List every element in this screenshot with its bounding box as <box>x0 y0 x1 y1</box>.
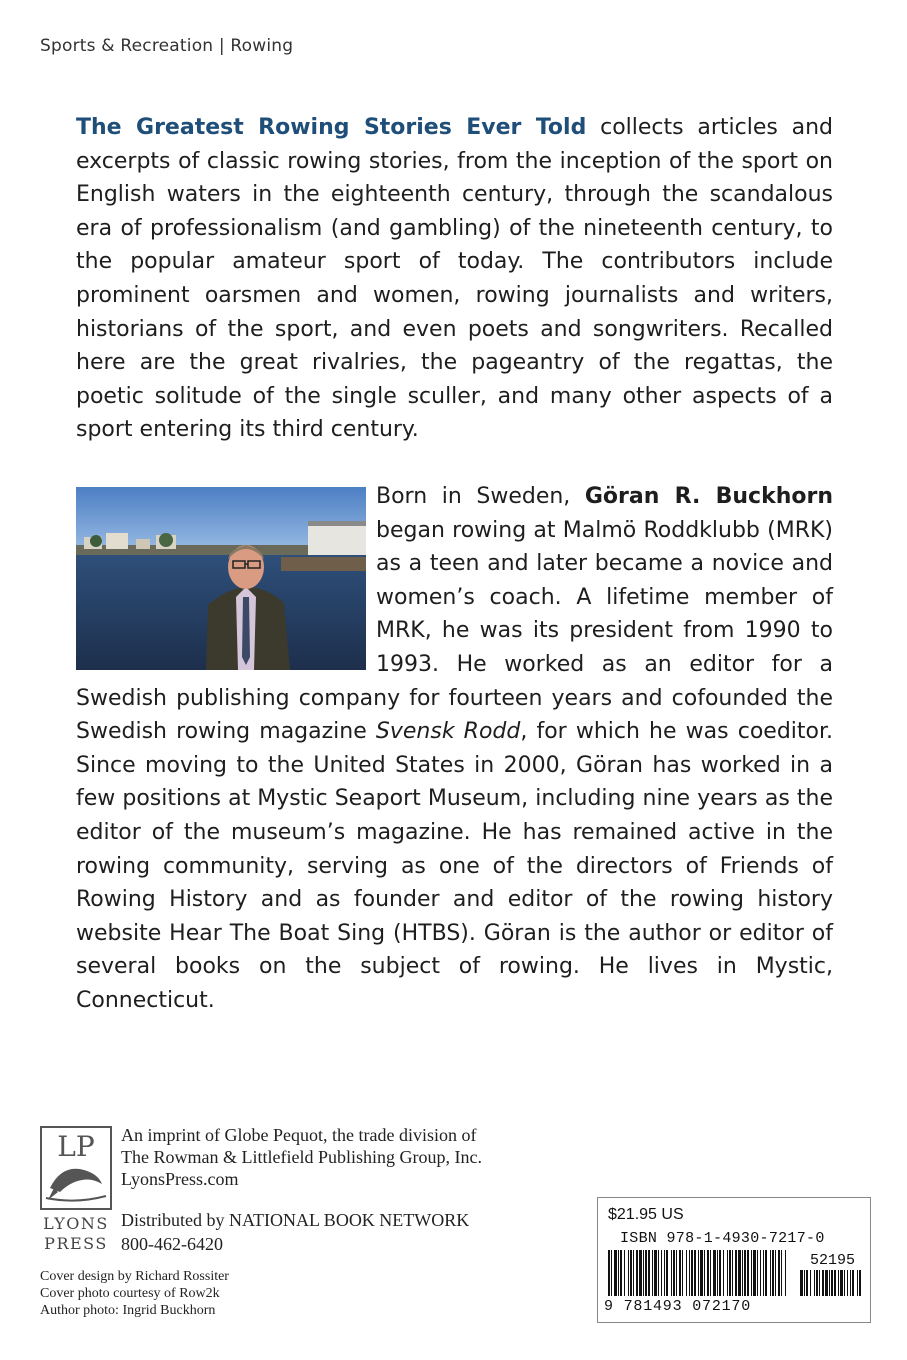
isbn-number: ISBN 978-1-4930-7217-0 <box>620 1230 825 1247</box>
barcode-bar <box>778 1250 780 1296</box>
barcode-bar <box>628 1250 629 1296</box>
barcode-bar <box>643 1250 644 1296</box>
barcode-bar <box>671 1250 672 1296</box>
price-barcode-bar <box>844 1270 845 1296</box>
barcode-bar <box>645 1250 647 1296</box>
price-barcode-bar <box>810 1270 811 1296</box>
barcode-bar <box>775 1250 776 1296</box>
price-barcode-bar <box>834 1270 836 1296</box>
barcode-bar <box>757 1250 758 1296</box>
barcode-bar <box>648 1250 650 1296</box>
barcode-bar <box>747 1250 749 1296</box>
bio-text-part1: began rowing at Malmö Roddklubb (MRK) as a teen and later became a novice and women’s coach. A lifetime member of MRK, he was its president from 1990 to 1993. He worked as an editor for a Swedish publishing company for fourteen years and cofounded the Swedish rowing magazine <box>76 517 833 745</box>
barcode-bar <box>763 1250 764 1296</box>
barcode-bar <box>654 1250 657 1296</box>
price-barcode-bar <box>816 1270 818 1296</box>
barcode-bar <box>682 1250 683 1296</box>
barcode-bar <box>698 1250 699 1296</box>
barcode-bar <box>742 1250 743 1296</box>
barcode-bar <box>760 1250 761 1296</box>
barcode-bar <box>694 1250 696 1296</box>
barcode-bar <box>624 1250 625 1296</box>
price-barcode-bar <box>819 1270 820 1296</box>
bio-intro: Born in Sweden, <box>376 484 571 509</box>
barcode-bar <box>770 1250 771 1296</box>
price-barcode-bar <box>825 1270 828 1296</box>
price-barcode-bar <box>859 1270 861 1296</box>
publisher-website: LyonsPress.com <box>121 1169 239 1189</box>
barcode-bar <box>710 1250 711 1296</box>
barcode-bar <box>727 1250 728 1296</box>
price-barcode-bar <box>804 1270 805 1296</box>
description-text: collects articles and excerpts of classic rowing stories, from the inception of the sport on English waters in the eighteenth century, through the scandalous era of professionalism (and gambling) of the nineteenth century, to the popular amateur sport of today. The contributors include prominent oarsmen and women, rowing journalists and writers, historians of the sport, and even poets and songwriters. Recalled here are the great rivalries, the pageantry of the regattas, the poetic solitude of the single sculler, and many other aspects of a sport entering its third century. <box>76 115 834 443</box>
imprint-line-2: The Rowman & Littlefield Publishing Group, Inc. <box>121 1147 482 1167</box>
barcode-digits: 9 781493 072170 <box>604 1298 752 1315</box>
isbn-barcode <box>597 1197 871 1323</box>
barcode-bar <box>658 1250 659 1296</box>
logo-word-press: PRESS <box>44 1234 108 1253</box>
barcode-bar <box>700 1250 703 1296</box>
imprint-info <box>121 1124 482 1190</box>
logo-word-lyons: LYONS <box>43 1214 109 1233</box>
barcode-bar <box>620 1250 622 1296</box>
barcode-bar <box>735 1250 737 1296</box>
price-barcode-bar <box>840 1270 843 1296</box>
barcode-bar <box>717 1250 718 1296</box>
price-barcode-bar <box>852 1270 854 1296</box>
barcode-bar <box>689 1250 690 1296</box>
price-barcode-bar <box>838 1270 839 1296</box>
book-description <box>76 111 833 447</box>
barcode-bar <box>719 1250 721 1296</box>
barcode-bar <box>729 1250 731 1296</box>
price-barcode-bar <box>831 1270 833 1296</box>
magazine-name: Svensk Rodd <box>375 719 521 745</box>
barcode-bar <box>661 1250 662 1296</box>
barcode-bar <box>707 1250 709 1296</box>
barcode-bar <box>633 1250 634 1296</box>
barcode-bar <box>639 1250 642 1296</box>
price-barcode-bar <box>822 1270 824 1296</box>
barcode-bar <box>636 1250 638 1296</box>
barcode-bar <box>751 1250 752 1296</box>
price-barcode-bar <box>814 1270 815 1296</box>
price-barcode-bar <box>857 1270 858 1296</box>
category-label: Sports & Recreation | Rowing <box>40 36 294 56</box>
barcode-bar <box>723 1250 724 1296</box>
price-barcode-bar <box>850 1270 851 1296</box>
book-title: The Greatest Rowing Stories Ever Told <box>76 115 587 140</box>
distribution-info <box>121 1208 469 1256</box>
barcode-bar <box>614 1250 617 1296</box>
bio-text-part2: , for which he was coeditor. Since moving to the United States in 2000, Göran has worked in a few positions at Mystic Seaport Museum, including nine years as the editor of the museum’s magazine. He has remained active in the rowing community, serving as one of the directors of Friends of Rowing History and as founder and editor of the rowing history website Hear The Boat Sing (HTBS). Göran is the author or editor of several books on the subject of rowing. He lives in Mystic, Connecticut. <box>76 719 833 1013</box>
barcode-bar <box>664 1250 665 1296</box>
barcode-bar <box>738 1250 741 1296</box>
author-name: Göran R. Buckhorn <box>584 484 833 509</box>
barcode-bar <box>676 1250 677 1296</box>
author-photo-credit: Author photo: Ingrid Buckhorn <box>40 1303 216 1318</box>
price-barcode-bar <box>800 1270 803 1296</box>
price-barcode-bar <box>829 1270 830 1296</box>
barcode-bar <box>732 1250 733 1296</box>
barcode-bar <box>686 1250 687 1296</box>
barcode-bar <box>630 1250 632 1296</box>
barcode-bar <box>608 1250 610 1296</box>
barcode-bar <box>772 1250 774 1296</box>
barcode-bar <box>691 1250 693 1296</box>
barcode-bar <box>753 1250 756 1296</box>
barcode-bar <box>652 1250 653 1296</box>
cover-design-credit: Cover design by Richard Rossiter <box>40 1269 229 1284</box>
dolphin-icon <box>40 1126 112 1210</box>
barcode-bar <box>673 1250 675 1296</box>
imprint-line-1: An imprint of Globe Pequot, the trade division of <box>121 1125 477 1145</box>
price-code: 52195 <box>810 1252 856 1269</box>
logo-letters: LP <box>57 1130 95 1163</box>
price-label: $21.95 US <box>608 1206 684 1223</box>
barcode-bar <box>744 1250 746 1296</box>
lyons-press-logo <box>40 1126 112 1252</box>
barcode-bar <box>679 1250 681 1296</box>
barcode-bar <box>611 1250 612 1296</box>
cover-credits <box>40 1268 229 1319</box>
cover-photo-credit: Cover photo courtesy of Row2k <box>40 1286 220 1301</box>
barcode-bar <box>765 1250 767 1296</box>
distributor: Distributed by NATIONAL BOOK NETWORK <box>121 1210 470 1230</box>
phone-number: 800-462-6420 <box>121 1234 223 1254</box>
barcode-bar <box>666 1250 668 1296</box>
barcode-bar <box>704 1250 705 1296</box>
barcode-bar <box>781 1250 782 1296</box>
price-barcode-bar <box>847 1270 848 1296</box>
price-barcode-bar <box>806 1270 808 1296</box>
barcode-bar <box>713 1250 716 1296</box>
barcode-bar <box>785 1250 786 1296</box>
author-bio <box>76 480 833 1018</box>
barcode-bar <box>618 1250 619 1296</box>
